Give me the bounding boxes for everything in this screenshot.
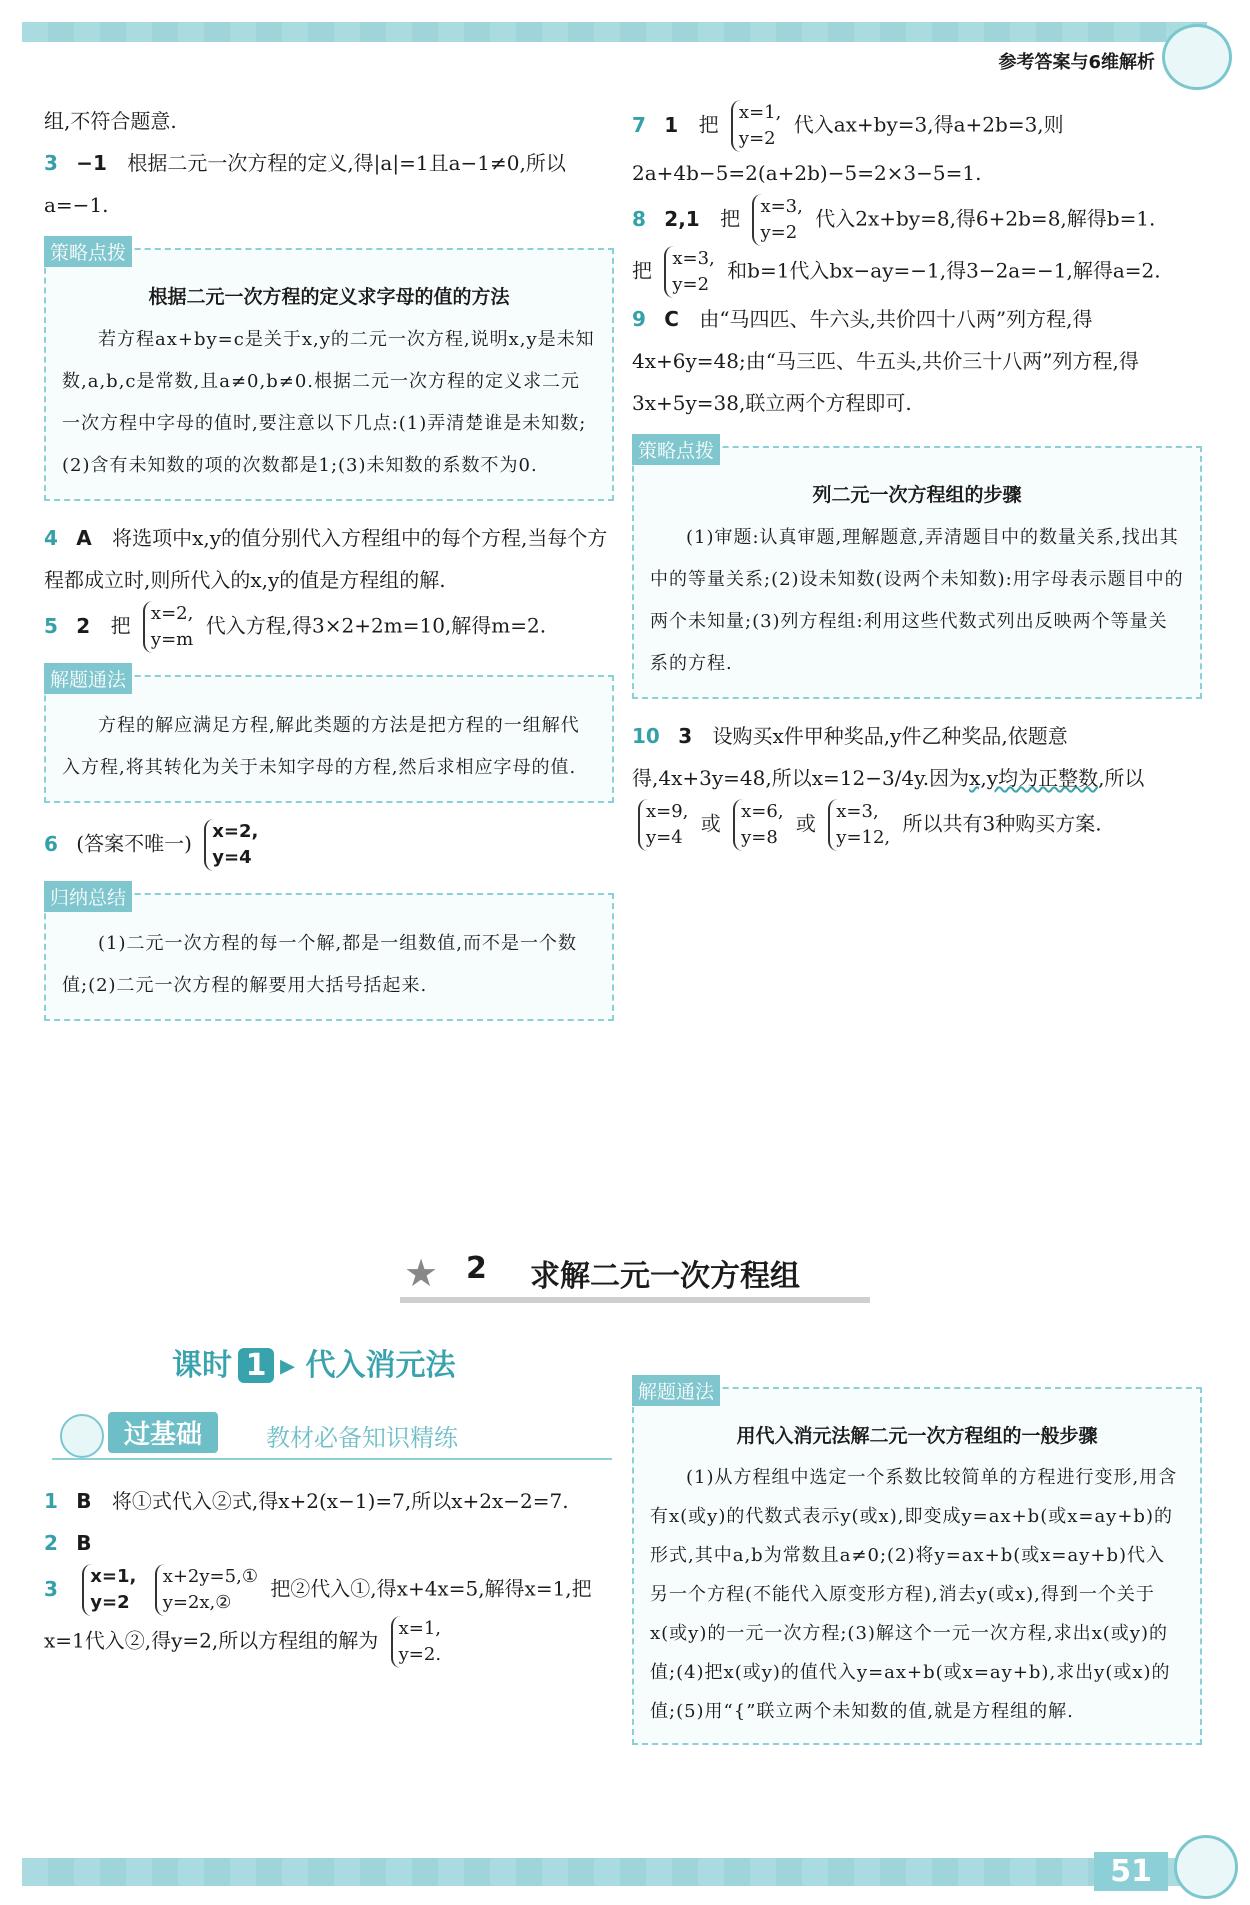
system-line: y=2 bbox=[760, 222, 798, 243]
system-line: y=4 bbox=[212, 847, 252, 868]
equation-system bbox=[664, 246, 714, 298]
system-line: x=3, bbox=[760, 196, 803, 217]
text-prefix: 把 bbox=[720, 206, 741, 231]
system-line: y=2 bbox=[672, 274, 710, 295]
equation-system bbox=[204, 819, 258, 871]
equation-system bbox=[155, 1564, 258, 1616]
left-column bbox=[44, 100, 614, 1037]
right-column bbox=[632, 100, 1202, 851]
equation-system bbox=[143, 601, 193, 653]
mascot-icon bbox=[60, 1414, 104, 1458]
explanation: 代入2x+by=8,得6+2b=8,解得b=1. bbox=[815, 206, 1156, 231]
strategy-box bbox=[44, 242, 614, 501]
explanation: 将①式代入②式,得x+2(x−1)=7,所以x+2x−2=7. bbox=[111, 1489, 569, 1513]
continued-text: 组,不符合题意. bbox=[44, 109, 177, 133]
box-tag: 解题通法 bbox=[632, 1375, 720, 1406]
question-number: 8 bbox=[632, 206, 646, 231]
answer-item-10-solutions bbox=[632, 799, 1202, 851]
bottom-decorative-band bbox=[22, 1858, 1207, 1886]
answer-item-4 bbox=[44, 517, 614, 601]
lesson-heading bbox=[172, 1340, 456, 1384]
answer: B bbox=[76, 1489, 92, 1513]
box-tag: 解题通法 bbox=[44, 663, 132, 694]
section-header bbox=[400, 1245, 870, 1303]
answer-item-3 bbox=[44, 142, 614, 226]
or-word: 或 bbox=[795, 811, 816, 836]
answer: C bbox=[664, 307, 679, 331]
question-number: 10 bbox=[632, 724, 660, 748]
box-text: (1)二元一次方程的每一个解,都是一组数值,而不是一个数值;(2)二元一次方程的解要用大括号括起来. bbox=[62, 933, 577, 996]
solution-system bbox=[391, 1616, 441, 1668]
system-line: y=12, bbox=[836, 827, 891, 848]
question-number: 7 bbox=[632, 112, 646, 137]
system-line: x=1, bbox=[398, 1618, 442, 1639]
system-line: y=2 bbox=[738, 128, 776, 149]
summary-box bbox=[44, 887, 614, 1021]
question-number: 3 bbox=[44, 1576, 58, 1601]
answer-item-6 bbox=[44, 819, 614, 871]
question-number: 4 bbox=[44, 526, 58, 550]
arrow-icon: ▸ bbox=[280, 1348, 306, 1383]
system-line: x=2, bbox=[212, 821, 259, 842]
answer: 2,1 bbox=[664, 206, 700, 231]
explanation: 和b=1代入bx−ay=−1,得3−2a=−1,解得a=2. bbox=[727, 258, 1161, 283]
text-prefix: 把 bbox=[632, 258, 652, 283]
system-line: x=9, bbox=[646, 801, 689, 822]
box-title: 用代入消元法解二元一次方程组的一般步骤 bbox=[736, 1425, 1098, 1447]
lesson-title: 代入消元法 bbox=[305, 1348, 456, 1383]
answer: B bbox=[76, 1531, 92, 1555]
answer: 1 bbox=[664, 112, 679, 137]
equation-system bbox=[638, 799, 688, 851]
answer-item-9 bbox=[632, 298, 1202, 424]
system-line: x=3, bbox=[672, 248, 715, 269]
box-title: 列二元一次方程组的步骤 bbox=[812, 484, 1022, 506]
box-tag: 策略点拨 bbox=[44, 236, 132, 267]
text-prefix: 把 bbox=[698, 112, 719, 137]
explanation: 根据二元一次方程的定义,得|a|=1且a−1≠0,所以a=−1. bbox=[44, 151, 566, 217]
explanation: 代入ax+by=3,得a+2b=3,则2a+4b−5=2(a+2b)−5=2×3−5=1. bbox=[632, 112, 1064, 185]
answer: −1 bbox=[76, 151, 107, 175]
system-line: x=6, bbox=[741, 801, 784, 822]
system-line: x=1, bbox=[738, 102, 782, 123]
answer-note: (答案不唯一) bbox=[76, 831, 192, 856]
question-number: 6 bbox=[44, 831, 58, 856]
lesson-prefix: 课时 bbox=[172, 1348, 232, 1383]
left-column-bottom bbox=[44, 1480, 614, 1668]
box-text: 方程的解应满足方程,解此类题的方法是把方程的一组解代入方程,将其转化为关于未知字母的方程,然后求相应字母的值. bbox=[62, 715, 580, 778]
equation-system bbox=[752, 194, 802, 246]
equation-system bbox=[828, 799, 890, 851]
system-line: y=2x,② bbox=[162, 1592, 232, 1613]
system-line: y=m bbox=[150, 629, 194, 650]
explanation: 将选项中x,y的值分别代入方程组中的每个方程,当每个方程都成立时,则所代入的x,y的值是方程组的解. bbox=[44, 526, 608, 592]
mascot-icon bbox=[1162, 24, 1232, 90]
top-decorative-band bbox=[22, 22, 1207, 42]
section-title: 求解二元一次方程组 bbox=[530, 1259, 800, 1294]
box-text: (1)从方程组中选定一个系数比较简单的方程进行变形,用含有x(或y)的代数式表示y(或x),即变成y=ax+b(或x=ay+b)的形式,其中a,b为常数且a≠0;(2)将y=ax+b(或x=ay+b)代入另一个方程(不能代入原变形方程),消去y(或x),得到一个关于x(或y)的一元一次方程;(3)解这个一元一次方程,求出x(或y)的值;(4)把x(或y)的值代入y=ax+b(或x=ay+b),求出y(或x)的值;(5)用“{”联立两个未知数的值,就是方程组的解. bbox=[650, 1467, 1178, 1722]
answer: 3 bbox=[678, 724, 693, 748]
answer-item-10 bbox=[632, 715, 1202, 799]
page-number: 51 bbox=[1094, 1852, 1168, 1891]
method-box bbox=[632, 1381, 1202, 1745]
explanation-end: ,所以 bbox=[1098, 766, 1145, 790]
answer: 2 bbox=[76, 613, 91, 638]
answer-item-5 bbox=[44, 601, 614, 653]
system-line: x+2y=5,① bbox=[162, 1566, 258, 1587]
answer-item-2 bbox=[44, 1522, 614, 1564]
equation-system bbox=[733, 799, 783, 851]
emphasis: x,y均为正整数 bbox=[969, 766, 1099, 790]
system-line: x=1, bbox=[90, 1566, 137, 1587]
answer-item-3b bbox=[44, 1564, 614, 1668]
box-tag: 归纳总结 bbox=[44, 881, 132, 912]
explanation: 代入方程,得3×2+2m=10,解得m=2. bbox=[205, 613, 547, 638]
system-line: y=8 bbox=[741, 827, 778, 848]
or-word: 或 bbox=[700, 811, 721, 836]
basics-subtitle: 教材必备知识精练 bbox=[266, 1424, 458, 1452]
basics-banner bbox=[52, 1410, 612, 1460]
question-number: 9 bbox=[632, 307, 646, 331]
method-box bbox=[44, 669, 614, 803]
question-number: 1 bbox=[44, 1489, 58, 1513]
strategy-box bbox=[632, 440, 1202, 699]
question-number: 5 bbox=[44, 613, 58, 638]
lesson-badge: 1 bbox=[238, 1348, 274, 1383]
system-line: y=2 bbox=[90, 1592, 130, 1613]
system-line: y=2. bbox=[398, 1644, 442, 1665]
text-prefix: 把 bbox=[110, 613, 131, 638]
box-title: 根据二元一次方程的定义求字母的值的方法 bbox=[148, 286, 510, 308]
system-line: y=4 bbox=[646, 827, 683, 848]
box-text: (1)审题:认真审题,理解题意,弄清题目中的数量关系,找出其中的等量关系;(2)设未知数(设两个未知数):用字母表示题目中的两个未知量;(3)列方程组:利用这些代数式列出反映两个等量关系的方程. bbox=[650, 527, 1184, 674]
equation-system bbox=[731, 100, 781, 152]
question-number: 3 bbox=[44, 151, 58, 175]
explanation: 把②代入①,得x+4x=5,解得x=1,把x=1代入②,得y=2,所以方程组的解为 bbox=[44, 1576, 592, 1653]
conclusion: 所以共有3种购买方案. bbox=[902, 811, 1102, 836]
right-column-bottom bbox=[632, 1365, 1202, 1761]
running-header: 参考答案与6维解析 bbox=[998, 52, 1155, 73]
answer-item-8-continued bbox=[632, 246, 1202, 298]
explanation: 设购买x件甲种奖品,y件乙种奖品,依题意得,4x+3y=48,所以x=12−3/4y.因为 bbox=[632, 724, 1068, 790]
section-number: 2 bbox=[466, 1251, 487, 1286]
answer: A bbox=[76, 526, 92, 550]
explanation: 由“马四匹、牛六头,共价四十八两”列方程,得4x+6y=48;由“马三匹、牛五头,共价三十八两”列方程,得3x+5y=38,联立两个方程即可. bbox=[632, 307, 1139, 415]
answer-item-8 bbox=[632, 194, 1202, 246]
box-tag: 策略点拨 bbox=[632, 434, 720, 465]
question-number: 2 bbox=[44, 1531, 58, 1555]
mascot-icon bbox=[1174, 1835, 1238, 1899]
star-icon: ★ bbox=[404, 1251, 439, 1295]
system-line: x=3, bbox=[836, 801, 879, 822]
system-line: x=2, bbox=[150, 603, 194, 624]
answer-system bbox=[82, 1564, 136, 1616]
basics-label: 过基础 bbox=[108, 1412, 218, 1453]
answer-item-7 bbox=[632, 100, 1202, 194]
box-text: 若方程ax+by=c是关于x,y的二元一次方程,说明x,y是未知数,a,b,c是常数,且a≠0,b≠0.根据二元一次方程的定义求二元一次方程中字母的值时,要注意以下几点:(1)弄清楚谁是未知数;(2)含有未知数的项的次数都是1;(3)未知数的系数不为0. bbox=[62, 329, 595, 476]
answer-item-1 bbox=[44, 1480, 614, 1522]
